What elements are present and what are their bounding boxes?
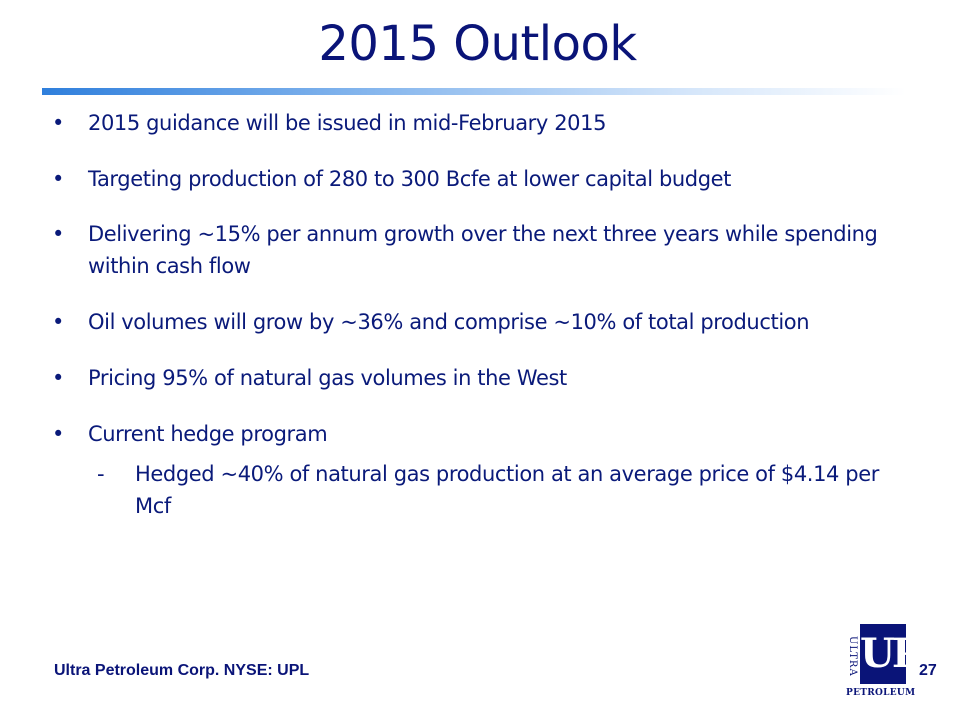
bullet-dot-icon: • <box>52 111 64 135</box>
page-number: 27 <box>919 662 937 679</box>
ultra-petroleum-logo <box>846 624 919 704</box>
bullet-dot-icon: • <box>52 222 64 246</box>
sub-bullet-text: Hedged ~40% of natural gas production at an average price of $4.14 per Mcf <box>135 462 879 518</box>
bullet-item <box>52 306 888 338</box>
bullet-text: Targeting production of 280 to 300 Bcfe at lower capital budget <box>88 167 731 191</box>
sub-bullet-dash-icon: - <box>97 462 105 486</box>
logo-mark: UP <box>860 624 906 684</box>
title-underline-rule <box>42 88 906 95</box>
bullet-text: Delivering ~15% per annum growth over the next three years while spending within cash flow <box>88 222 878 278</box>
bullet-dot-icon: • <box>52 167 64 191</box>
bullet-item <box>52 163 888 195</box>
slide-title: 2015 Outlook <box>318 16 637 72</box>
bullet-text: Oil volumes will grow by ~36% and comprise ~10% of total production <box>88 310 810 334</box>
bullet-dot-icon: • <box>52 366 64 390</box>
logo-vertical-text: ULTRA <box>847 635 858 677</box>
footer-company-text: Ultra Petroleum Corp. NYSE: UPL <box>54 662 310 679</box>
bullet-text: Current hedge program <box>88 422 328 446</box>
bullet-text: 2015 guidance will be issued in mid-February 2015 <box>88 111 607 135</box>
bullet-item <box>52 218 888 282</box>
bullet-dot-icon: • <box>52 422 64 446</box>
bullet-item <box>52 418 888 450</box>
sub-bullet-item <box>97 458 895 522</box>
bullet-dot-icon: • <box>52 310 64 334</box>
logo-wordmark: PETROLEUM <box>846 688 916 698</box>
bullet-item <box>52 107 888 139</box>
bullet-text: Pricing 95% of natural gas volumes in the West <box>88 366 567 390</box>
bullet-item <box>52 362 888 394</box>
